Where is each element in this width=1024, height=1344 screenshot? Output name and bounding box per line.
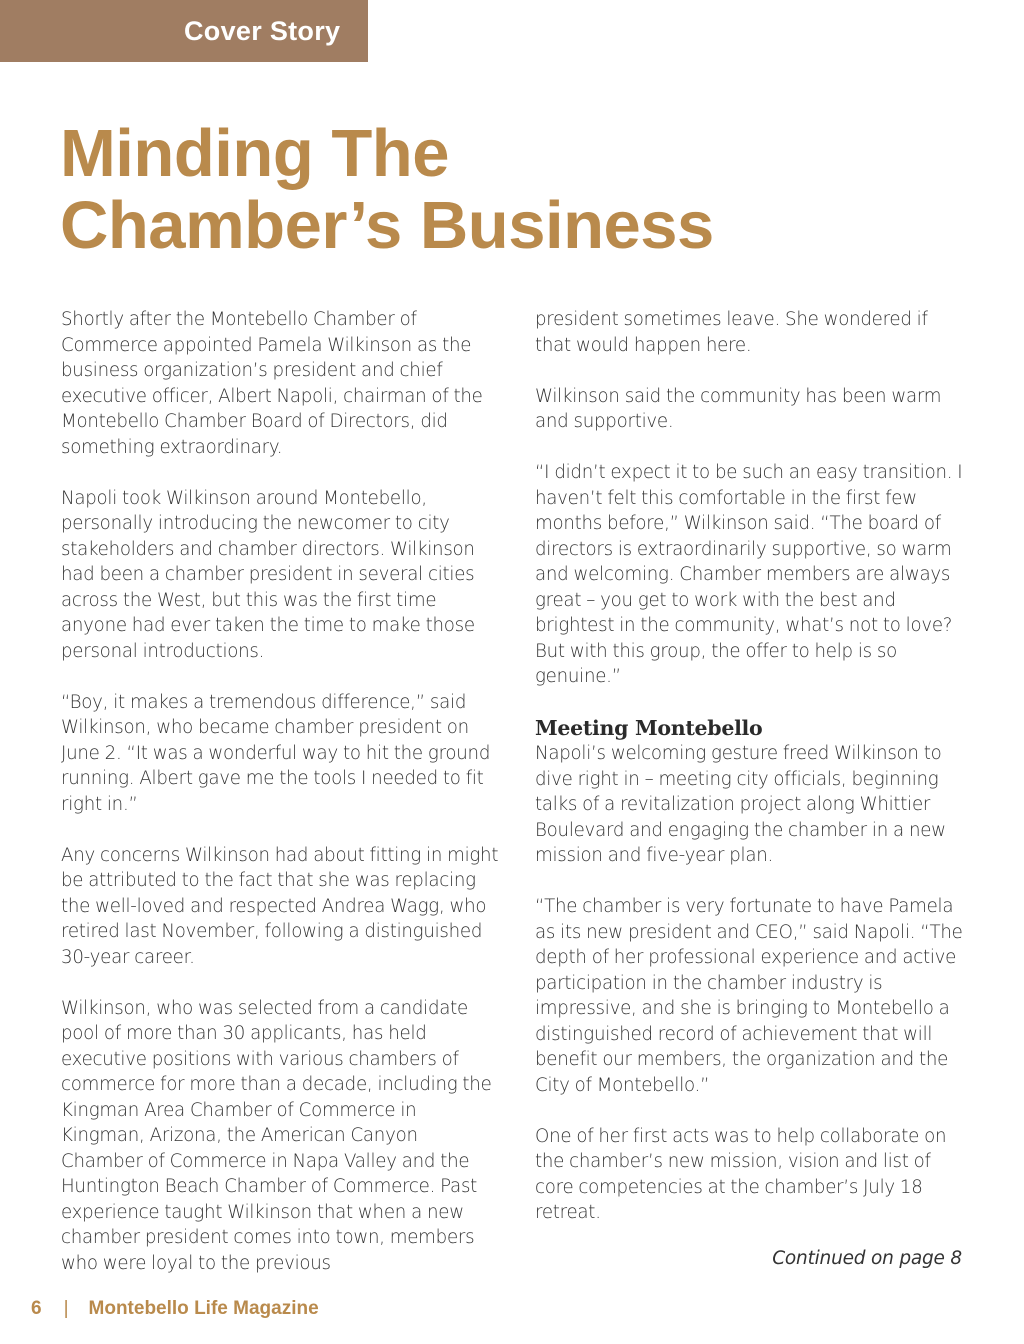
paragraph: Napoli took Wilkinson around Montebello, personally introducing the newcomer to city stakeholders and chamber directors. Wilkinson had been a chamber president in several cities across the West, but this was the first time anyone had ever taken the time to make those personal introductions. — [61, 487, 475, 662]
paragraph: president sometimes leave. She wondered if that would happen here. — [535, 309, 928, 356]
headline — [60, 118, 714, 262]
publication-name: Montebello Life Magazine — [88, 1298, 319, 1319]
paragraph: “The chamber is very fortunate to have Pamela as its new president and CEO,” said Napoli. “The depth of her professional experience and active participation in the chamber industry is impressive, and she is bringing to Montebello a distinguished record of achievement that will benefit our members, the organization and the City of Montebello.” — [535, 896, 963, 1096]
paragraph: “I didn’t expect it to be such an easy transition. I haven’t felt this comfortable in the first few months before,” Wilkinson said. “The board of directors is extraordinarily supportive, so warm and welcoming. Chamber members are always great – you get to work with the best and brightest in the community, what’s not to love? But with this group, the offer to help is so genuine.” — [535, 462, 963, 687]
paragraph: One of her first acts was to help collaborate on the chamber’s new mission, vision and list of core competencies at the chamber’s July 18 retreat. — [535, 1125, 947, 1223]
paragraph: Shortly after the Montebello Chamber of Commerce appointed Pamela Wilkinson as the business organization’s president and chief executive officer, Albert Napoli, chairman of the Montebello Chamber Board of Directors, did something extraordinary. — [61, 309, 483, 458]
left-column — [61, 307, 501, 1302]
section-tab: Cover Story — [0, 0, 368, 62]
paragraph: Wilkinson said the community has been warm and supportive. — [535, 385, 942, 432]
continued-note: Continued on page 8 — [772, 1248, 962, 1269]
subheading: Meeting Montebello — [535, 716, 763, 740]
paragraph: Napoli’s welcoming gesture freed Wilkinson to dive right in – meeting city officials, beginning talks of a revitalization project along Whittier Boulevard and engaging the chamber in a new mission and five-year plan. — [535, 743, 946, 866]
paragraph: Wilkinson, who was selected from a candidate pool of more than 30 applicants, has held executive positions with various chambers of commerce for more than a decade, including the Kingman Area Chamber of Commerce in Kingman, Arizona, the American Canyon Chamber of Commerce in Napa Valley and the Huntington Beach Chamber of Commerce. Past experience taught Wilkinson that when a new chamber president comes into town, members who were loyal to the previous — [61, 997, 492, 1274]
headline-line-1: Minding The — [60, 116, 449, 191]
headline-line-2: Chamber’s Business — [60, 188, 714, 263]
paragraph: Any concerns Wilkinson had about fitting in might be attributed to the fact that she was replacing the well-loved and respected Andrea Wagg, who retired last November, following a distinguished 30-year career. — [61, 844, 499, 968]
footer-separator: | — [63, 1298, 69, 1319]
page-number: 6 — [31, 1298, 42, 1319]
page-footer — [31, 1298, 319, 1320]
right-column — [535, 307, 965, 1251]
paragraph: “Boy, it makes a tremendous difference,” said Wilkinson, who became chamber president on June 2. “It was a wonderful way to hit the ground running. Albert gave me the tools I needed to fit right in.” — [61, 691, 491, 815]
